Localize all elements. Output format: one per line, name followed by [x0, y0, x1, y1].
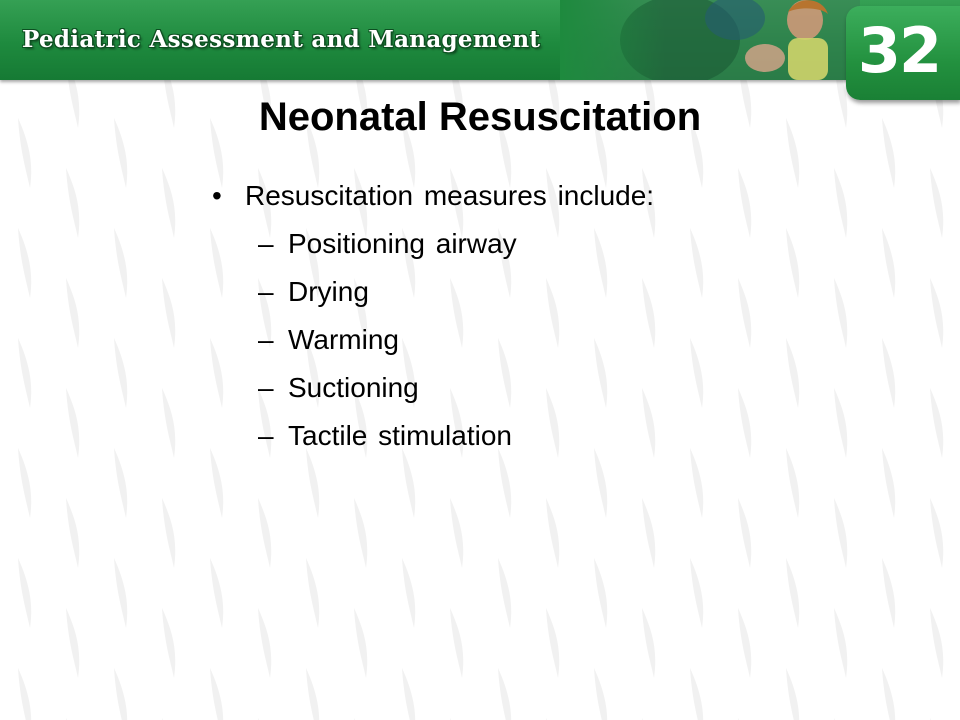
sub-item-text: Tactile stimulation: [288, 420, 512, 451]
chapter-number: 32: [857, 14, 941, 87]
bullet-text: Resuscitation measures include:: [245, 180, 655, 211]
sub-item-text: Warming: [288, 324, 399, 355]
sub-item-text: Drying: [288, 276, 369, 307]
sub-item: [212, 364, 832, 412]
rescue-scene-photo-icon: [560, 0, 860, 80]
sub-item: [212, 220, 832, 268]
sub-item: [212, 316, 832, 364]
slide-title: Neonatal Resuscitation: [258, 95, 702, 139]
bullet-marker: •: [212, 180, 222, 211]
sub-item: [212, 412, 832, 460]
chapter-tab: [846, 6, 960, 100]
sub-item: [212, 268, 832, 316]
bullet-item: [212, 172, 832, 220]
sub-marker: –: [258, 276, 274, 307]
bullet-list: [212, 172, 832, 460]
sub-marker: –: [258, 372, 274, 403]
sub-marker: –: [258, 324, 274, 355]
sub-item-text: Suctioning: [288, 372, 419, 403]
header-title: Pediatric Assessment and Management: [22, 26, 541, 53]
sub-marker: –: [258, 228, 274, 259]
sub-list: [212, 220, 832, 460]
header-band: [0, 0, 960, 80]
sub-marker: –: [258, 420, 274, 451]
sub-item-text: Positioning airway: [288, 228, 517, 259]
